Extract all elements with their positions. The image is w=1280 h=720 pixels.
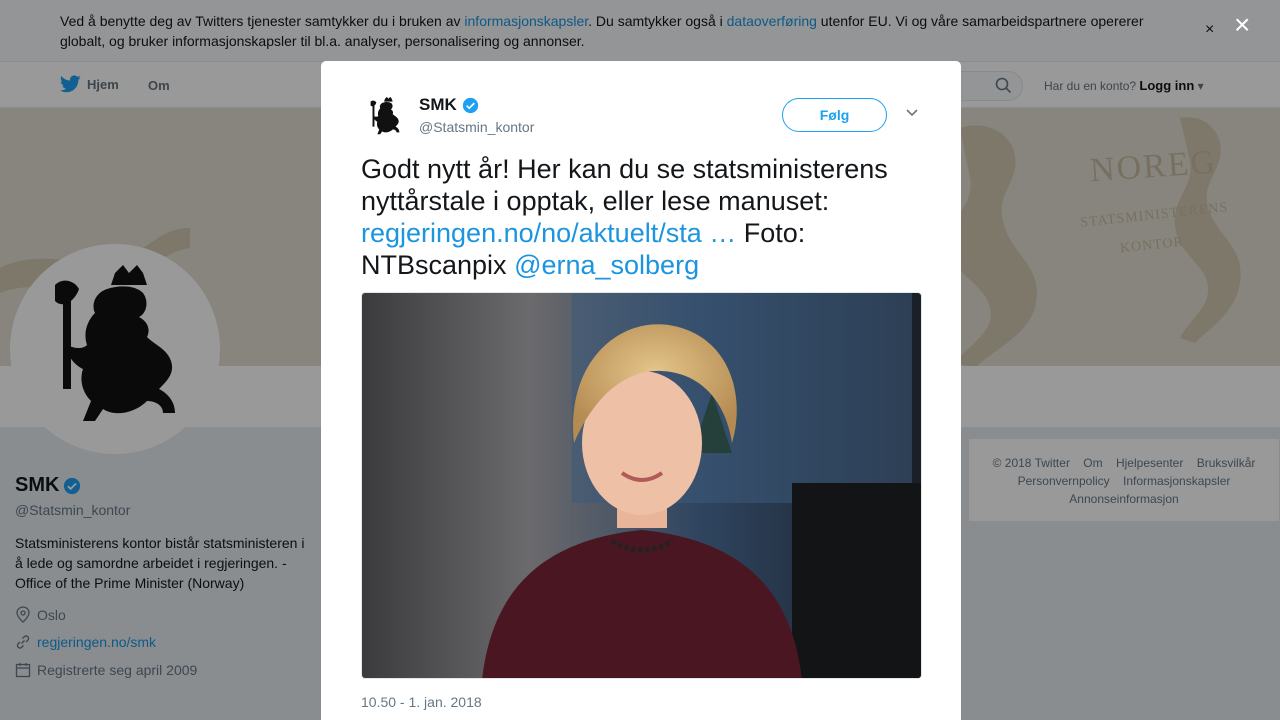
footer-cookies[interactable]: Informasjonskapsler	[1123, 474, 1231, 488]
close-modal-button[interactable]: ×	[1234, 9, 1251, 40]
footer-ads-info[interactable]: Annonseinformasjon	[1069, 492, 1179, 506]
tweet-author-handle[interactable]: @Statsmin_kontor	[419, 119, 535, 135]
tweet-timestamp[interactable]: 10.50 - 1. jan. 2018	[361, 694, 482, 710]
banner-title: NOREG	[1088, 143, 1219, 190]
tweet-author-avatar[interactable]	[361, 93, 409, 141]
footer-help[interactable]: Hjelpesenter	[1115, 456, 1184, 470]
cookies-link[interactable]: informasjonskapsler	[464, 13, 589, 29]
profile-handle[interactable]: @Statsmin_kontor	[15, 502, 131, 518]
photo-placeholder	[362, 293, 922, 679]
login-button[interactable]: Logg inn	[1139, 78, 1195, 93]
profile-website-link[interactable]: regjeringen.no/smk	[37, 634, 157, 650]
tweet-author-name[interactable]	[419, 95, 479, 115]
footer-privacy[interactable]: Personvernpolicy	[1017, 474, 1110, 488]
data-transfer-link[interactable]: dataoverføring	[726, 13, 817, 29]
tweet-text-part: Foto: NTBscanpix	[361, 218, 806, 280]
verified-badge-icon	[462, 97, 479, 114]
profile-joined: Registrerte seg april 2009	[37, 662, 198, 678]
profile-name-text: SMK	[15, 474, 60, 496]
tweet-modal	[321, 61, 961, 720]
tweet-mention[interactable]: @erna_solberg	[514, 250, 700, 280]
login-prompt: Har du en konto?	[1044, 79, 1137, 93]
tweet-text-part: Godt nytt år! Her kan du se statsministerens nyttårstale i opptak, eller lese manuset:	[361, 154, 888, 216]
nav-about[interactable]: Om	[148, 78, 170, 93]
follow-button[interactable]: Følg	[782, 98, 887, 132]
cookie-text-part: utenfor EU. Vi og våre samarbeidspartnere opererer globalt, og bruker informasjonskapsler til bl.a. analyser, personalisering og annonser.	[60, 13, 1144, 49]
banner-subtitle-2: KONTOR	[1119, 234, 1185, 257]
login-caret-icon[interactable]: ▾	[1197, 79, 1204, 93]
footer-copyright[interactable]: © 2018 Twitter	[992, 456, 1070, 470]
cookie-text-part: . Du samtykker også i	[588, 13, 727, 29]
cookie-text-part: Ved å benytte deg av Twitters tjenester samtykker du i bruken av	[60, 13, 465, 29]
footer-about[interactable]: Om	[1083, 456, 1103, 470]
tweet-author-name-text: SMK	[419, 95, 457, 114]
lion-emblem-icon	[361, 93, 409, 141]
profile-bio: Statsministerens kontor bistår statsministeren i å lede og samordne arbeidet i regjeringen. - Office of the Prime Minister (Norway)	[15, 535, 305, 591]
chevron-down-icon[interactable]	[905, 108, 919, 118]
footer-terms[interactable]: Bruksvilkår	[1196, 456, 1256, 470]
nav-home-label: Hjem	[87, 76, 119, 92]
banner-subtitle-1: STATSMINISTERENS	[1079, 200, 1229, 231]
tweet-photo[interactable]	[361, 292, 922, 679]
cookie-close-button[interactable]: ×	[1205, 21, 1215, 38]
profile-location: Oslo	[37, 606, 66, 623]
tweet-link[interactable]: regjeringen.no/no/aktuelt/sta …	[361, 218, 737, 248]
tweet-text	[361, 153, 921, 281]
